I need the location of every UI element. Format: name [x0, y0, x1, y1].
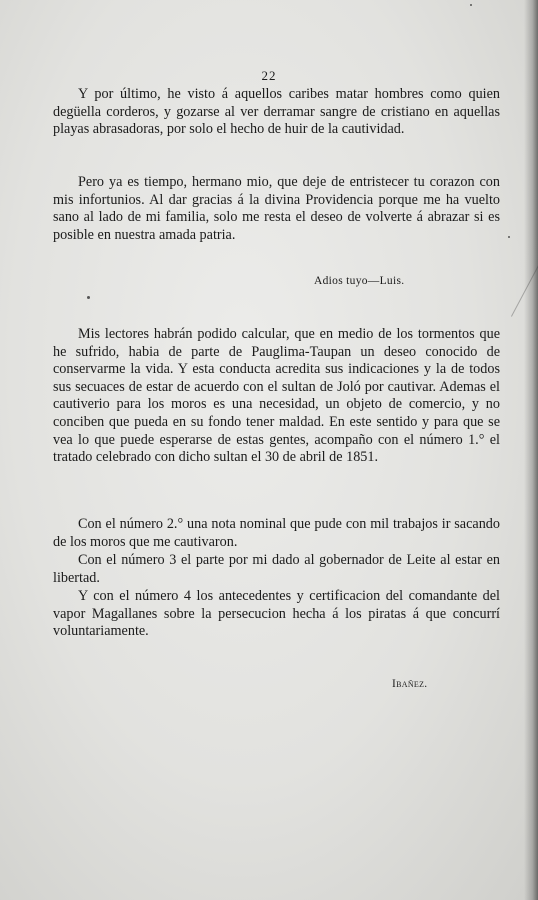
- letter-signature: Adios tuyo—Luis.: [314, 275, 405, 287]
- ink-speck: [87, 296, 90, 299]
- page-edge-shadow: [524, 0, 538, 900]
- body-paragraph-3: Con el número 3 el parte por mi dado al gobernador de Leite al estar en libertad.: [53, 552, 500, 586]
- body-paragraph-4: Y con el número 4 los antecedentes y certificacion del comandante del vapor Magallanes sobre la persecucion hecha á los piratas á que concurrí voluntariamente.: [53, 588, 500, 640]
- body-paragraph-1: Mis lectores habrán podido calcular, que en medio de los tormentos que he sufrido, habia de parte de Pauglima-Taupan un deseo conocido de conservarme la vida. Y esta conducta acredita sus indicaciones y la de todos sus secuaces de estar de acuerdo con el sultan de Joló por cautivar. Ademas el cautiverio para los moros es una necesidad, un objeto de comercio, y no conciben que pueda en su fondo tener maldad. En este sentido y para que se vea lo que puede esperarse de estas gentes, acompaño con el número 1.° el tratado celebrado con dicho sultan el 30 de abril de 1851.: [53, 326, 500, 466]
- ink-speck: [508, 236, 510, 238]
- author-signature: Ibañez.: [392, 678, 428, 690]
- page-number: 22: [261, 68, 277, 83]
- ink-speck: [470, 4, 472, 6]
- letter-paragraph-1: Y por último, he visto á aquellos caribes matar hombres como quien degüella corderos, y gozarse al ver derramar sangre de cristiano en aquellas playas abrasadoras, por solo el hecho de huir de la cautividad.: [53, 86, 500, 138]
- body-paragraph-2: Con el número 2.° una nota nominal que pude con mil trabajos ir sacando de los moros que me cautivaron.: [53, 516, 500, 550]
- letter-paragraph-2: Pero ya es tiempo, hermano mio, que deje de entristecer tu corazon con mis infortunios. Al dar gracias á la divina Providencia porque me ha vuelto sano al lado de mi familia, solo me resta el deseo de volverte á abrazar si es posible en nuestra amada patria.: [53, 174, 500, 243]
